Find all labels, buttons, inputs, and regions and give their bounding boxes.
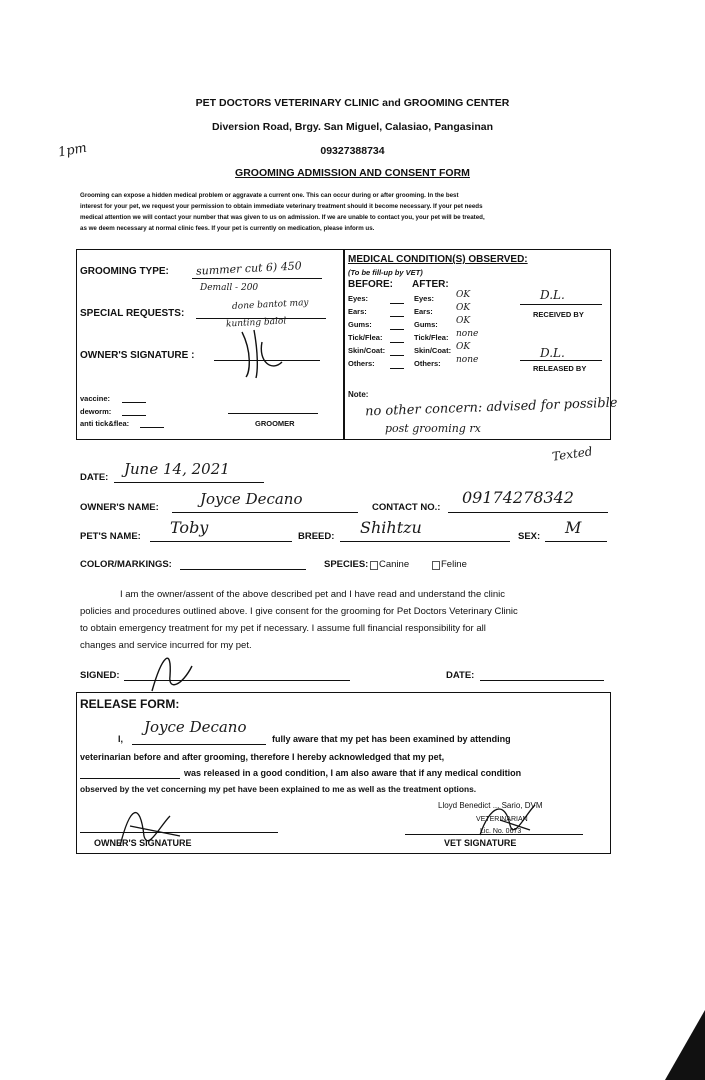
before-label: BEFORE: <box>348 279 393 290</box>
sex-value: M <box>565 518 582 537</box>
antitick-line <box>140 427 164 428</box>
vet-license: Lic. No. 0673 <box>480 828 522 835</box>
page-corner-shadow <box>665 1010 705 1080</box>
released-line <box>520 360 602 361</box>
after-field-value: none <box>456 355 479 365</box>
intro-line: as we deem necessary at normal clinic fees. If your pet is currently on medication, please inform us. <box>80 225 375 232</box>
time-note: 1pm <box>56 140 89 161</box>
date-value: June 14, 2021 <box>124 460 230 478</box>
after-field-label: Others: <box>414 359 441 368</box>
consent-paragraph <box>80 586 608 654</box>
before-field-label: Others: <box>348 359 375 368</box>
before-field-label: Eyes: <box>348 294 369 303</box>
after-field-label: Eyes: <box>414 294 435 303</box>
groomer-line <box>228 413 318 414</box>
after-field-value: none <box>456 329 479 339</box>
vet-name: Lloyd Benedict ... Sario, DVM <box>438 801 543 810</box>
color-line <box>180 569 306 570</box>
after-field-value: OK <box>456 290 471 300</box>
form-title: GROOMING ADMISSION AND CONSENT FORM <box>235 167 470 179</box>
release-name-value: Joyce Decano <box>144 718 247 736</box>
antitick-label: anti tick&flea: <box>80 419 130 428</box>
consent-date-line <box>480 680 604 681</box>
feline-label: Feline <box>441 559 467 570</box>
note-text: no other concern: advised for possible <box>364 395 618 420</box>
date-line <box>114 482 264 483</box>
color-label: COLOR/MARKINGS: <box>80 559 172 570</box>
before-field-label: Gums: <box>348 320 372 329</box>
release-line-4: observed by the vet concerning my pet have been explained to me as well as the treatment options. <box>80 784 477 794</box>
after-field-label: Tick/Flea: <box>414 333 449 342</box>
deworm-label: deworm: <box>80 407 112 416</box>
before-field-label: Tick/Flea: <box>348 333 383 342</box>
after-field-label: Ears: <box>414 307 433 316</box>
special-requests-value-2: kunting balol <box>225 316 287 330</box>
before-field-line <box>390 329 404 330</box>
after-field-value: OK <box>456 316 471 326</box>
pet-name-value: Toby <box>170 518 209 537</box>
grooming-type-value-2: Demall - 200 <box>200 283 259 293</box>
species-label: SPECIES: <box>324 559 369 570</box>
after-field-label: Skin/Coat: <box>414 346 452 355</box>
clinic-name: PET DOCTORS VETERINARY CLINIC and GROOMING CENTER <box>195 97 510 109</box>
consent-line: policies and procedures outlined above. I give consent for the grooming for Pet Doctors Veterinary Clinic <box>80 606 518 617</box>
canine-checkbox[interactable] <box>370 561 378 570</box>
clinic-phone: 09327388734 <box>320 145 385 157</box>
owner-name-label: OWNER'S NAME: <box>80 502 159 513</box>
intro-line: Grooming can expose a hidden medical problem or aggravate a current one. This can occur during or after grooming. In the best <box>80 192 459 199</box>
note-label: Note: <box>348 390 369 399</box>
before-field-line <box>390 316 404 317</box>
box-divider <box>343 250 345 439</box>
consent-line: to obtain emergency treatment for my pet if necessary. I assume full financial responsibility for all <box>80 623 486 634</box>
consent-line: changes and service incurred for my pet. <box>80 640 252 651</box>
release-title: RELEASE FORM: <box>80 697 180 711</box>
canine-label: Canine <box>379 559 410 570</box>
grooming-type-line <box>192 278 322 279</box>
release-i: I, <box>118 734 124 744</box>
signed-label: SIGNED: <box>80 670 120 681</box>
note-text-2: post grooming rx <box>385 422 481 435</box>
received-line <box>520 304 602 305</box>
sex-line <box>545 541 607 542</box>
consent-date-label: DATE: <box>446 670 475 681</box>
sex-label: SEX: <box>518 531 541 542</box>
grooming-type-label: GROOMING TYPE: <box>80 266 169 277</box>
release-name-line <box>132 744 266 745</box>
released-label: RELEASED BY <box>533 364 587 373</box>
special-requests-value: done bantot may <box>231 298 309 312</box>
before-field-line <box>390 342 404 343</box>
feline-checkbox[interactable] <box>432 561 440 570</box>
medical-title: MEDICAL CONDITION(S) OBSERVED: <box>348 254 528 265</box>
intro-paragraph <box>80 190 610 234</box>
before-field-line <box>390 368 404 369</box>
vet-title: VETERINARIAN <box>476 816 528 823</box>
clinic-address: Diversion Road, Brgy. San Miguel, Calasiao, Pangasinan <box>211 121 494 133</box>
deworm-line <box>122 415 146 416</box>
vaccine-line <box>122 402 146 403</box>
owner-signature-scribble <box>232 322 292 382</box>
release-line-1: fully aware that my pet has been examined by attending <box>272 734 511 744</box>
owner-signature-label: OWNER'S SIGNATURE : <box>80 350 195 361</box>
special-requests-label: SPECIAL REQUESTS: <box>80 308 185 319</box>
owner-name-line <box>172 512 358 513</box>
after-field-value: OK <box>456 342 471 352</box>
released-initials: D.L. <box>540 346 565 360</box>
intro-line: medical attention we will contact your number that was given to us on admission. If we are unable to contact you, your pet will be treated, <box>80 214 485 221</box>
groomer-label: GROOMER <box>255 419 295 428</box>
medical-subtitle: (To be fill-up by VET) <box>348 268 423 277</box>
grooming-type-value: summer cut 6) 450 <box>195 259 303 278</box>
release-line-3: was released in a good condition, I am also aware that if any medical condition <box>184 768 522 778</box>
release-pet-line <box>80 778 180 779</box>
owner-signature-caption: OWNER'S SIGNATURE <box>94 838 192 848</box>
before-field-line <box>390 355 404 356</box>
before-field-line <box>390 303 404 304</box>
vet-signature-caption: VET SIGNATURE <box>444 838 517 848</box>
after-field-label: Gums: <box>414 320 438 329</box>
signed-signature-scribble <box>142 646 202 696</box>
pet-name-line <box>150 541 292 542</box>
release-line-2: veterinarian before and after grooming, therefore I hereby acknowledged that my pet, <box>80 752 445 762</box>
date-label: DATE: <box>80 472 109 483</box>
received-initials: D.L. <box>540 288 565 302</box>
breed-line <box>340 541 510 542</box>
after-field-value: OK <box>456 303 471 313</box>
contact-label: CONTACT NO.: <box>372 502 441 513</box>
owner-name-value: Joyce Decano <box>200 490 303 508</box>
breed-label: BREED: <box>298 531 335 542</box>
pet-name-label: PET'S NAME: <box>80 531 141 542</box>
vet-sig-line <box>405 834 583 835</box>
vaccine-label: vaccine: <box>80 394 111 403</box>
received-label: RECEIVED BY <box>533 310 584 319</box>
consent-line: I am the owner/assent of the above described pet and I have read and understand the clinic <box>120 589 506 600</box>
intro-line: interest for your pet, we request your permission to obtain immediate veterinary treatment should it become necessary. If your pet needs <box>80 203 483 210</box>
before-field-label: Ears: <box>348 307 367 316</box>
contact-line <box>448 512 608 513</box>
texted-note: Texted <box>551 444 594 464</box>
before-field-label: Skin/Coat: <box>348 346 386 355</box>
contact-value: 09174278342 <box>462 488 574 507</box>
after-label: AFTER: <box>412 279 449 290</box>
breed-value: Shihtzu <box>360 518 422 537</box>
